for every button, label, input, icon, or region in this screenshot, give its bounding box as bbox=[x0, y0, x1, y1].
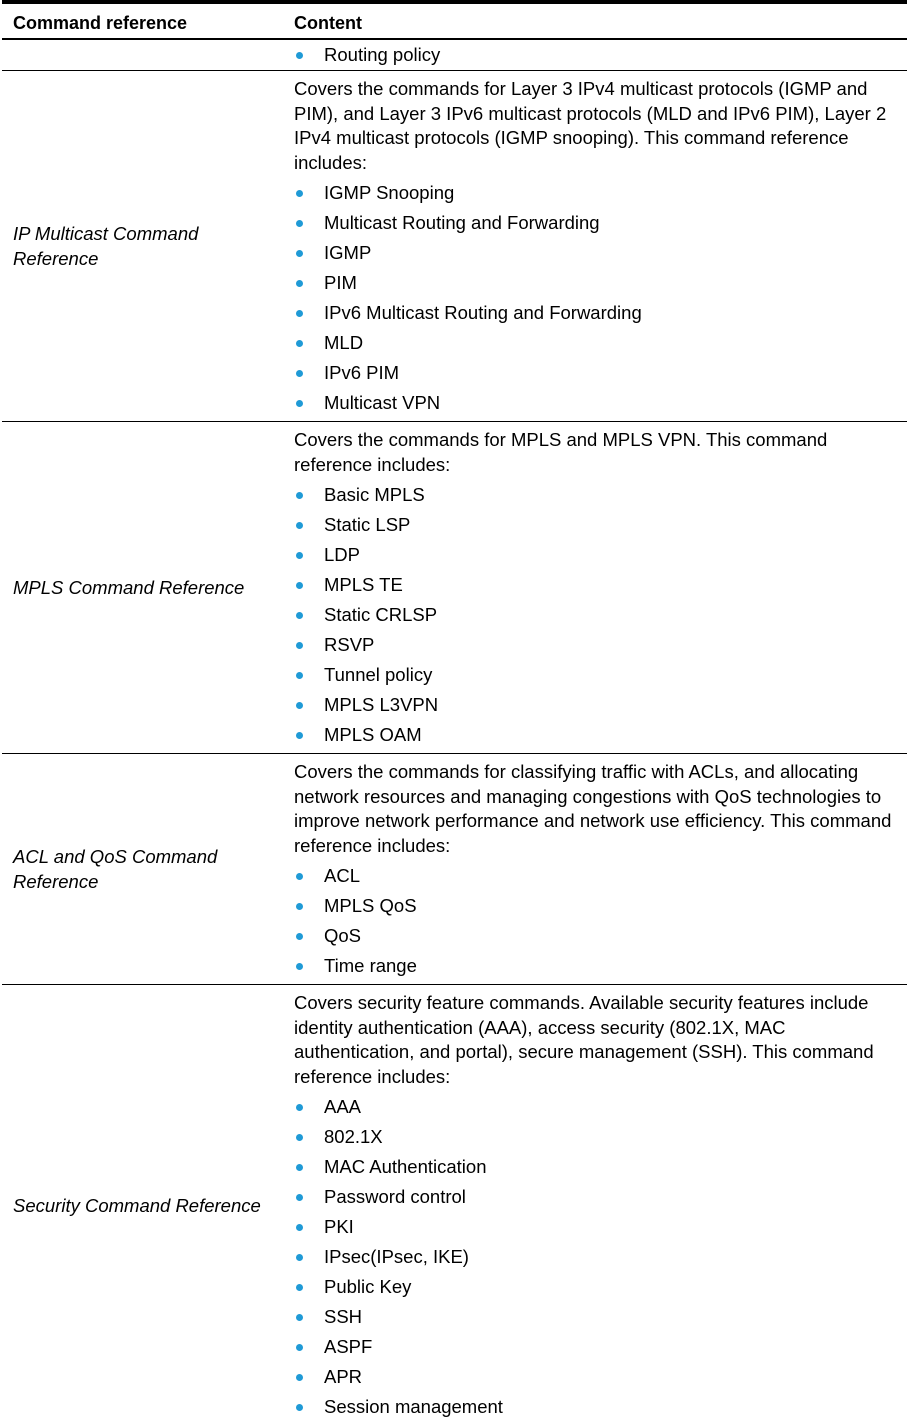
list-item: Multicast Routing and Forwarding bbox=[294, 208, 901, 238]
bullet-list bbox=[294, 480, 901, 750]
list-item: MPLS OAM bbox=[294, 720, 901, 750]
bullet-list bbox=[294, 178, 901, 418]
list-item: AAA bbox=[294, 1092, 901, 1122]
list-item: IGMP Snooping bbox=[294, 178, 901, 208]
list-item: PIM bbox=[294, 268, 901, 298]
command-reference-name: IP Multicast Command Reference bbox=[13, 223, 199, 269]
list-item: Multicast VPN bbox=[294, 388, 901, 418]
header-content: Content bbox=[294, 13, 362, 33]
table-row bbox=[2, 71, 907, 422]
content-cell bbox=[282, 71, 907, 421]
bullet-list bbox=[294, 40, 901, 70]
list-item: Routing policy bbox=[294, 40, 901, 70]
list-item: SSH bbox=[294, 1302, 901, 1332]
list-item: LDP bbox=[294, 540, 901, 570]
bullet-list bbox=[294, 861, 901, 981]
list-item: Static LSP bbox=[294, 510, 901, 540]
content-description: Covers the commands for Layer 3 IPv4 multicast protocols (IGMP and PIM), and Layer 3 IPv6 multicast protocols (MLD and IPv6 PIM), Layer 2 IPv4 multicast protocols (IGMP snooping). This command reference includes: bbox=[294, 78, 887, 173]
list-item: IPv6 Multicast Routing and Forwarding bbox=[294, 298, 901, 328]
table-row bbox=[2, 40, 907, 71]
bullet-list bbox=[294, 1092, 901, 1422]
list-item: APR bbox=[294, 1362, 901, 1392]
table-row bbox=[2, 422, 907, 754]
list-item: 802.1X bbox=[294, 1122, 901, 1152]
list-item: IPsec(IPsec, IKE) bbox=[294, 1242, 901, 1272]
command-reference-table bbox=[2, 0, 907, 1425]
command-reference-name: MPLS Command Reference bbox=[13, 577, 245, 598]
list-item: IGMP bbox=[294, 238, 901, 268]
content-cell bbox=[282, 985, 907, 1425]
content-description: Covers the commands for classifying traffic with ACLs, and allocating network resources and managing congestions with QoS technologies to improve network performance and network use efficiency. This command reference includes: bbox=[294, 761, 892, 856]
list-item: Session management bbox=[294, 1392, 901, 1422]
list-item: MPLS QoS bbox=[294, 891, 901, 921]
command-reference-name: Security Command Reference bbox=[13, 1194, 261, 1216]
list-item: Public Key bbox=[294, 1272, 901, 1302]
table-header bbox=[2, 4, 907, 40]
list-item: PKI bbox=[294, 1212, 901, 1242]
list-item: Static CRLSP bbox=[294, 600, 901, 630]
command-reference-name bbox=[2, 40, 282, 70]
table-row bbox=[2, 985, 907, 1425]
list-item: Basic MPLS bbox=[294, 480, 901, 510]
list-item: Time range bbox=[294, 951, 901, 981]
list-item: IPv6 PIM bbox=[294, 358, 901, 388]
content-cell bbox=[282, 40, 907, 70]
list-item: MAC Authentication bbox=[294, 1152, 901, 1182]
list-item: MLD bbox=[294, 328, 901, 358]
content-cell bbox=[282, 754, 907, 984]
content-description: Covers security feature commands. Available security features include identity authentication (AAA), access security (802.1X, MAC authentication, and portal), secure management (SSH). This command reference includes: bbox=[294, 992, 874, 1087]
list-item: ACL bbox=[294, 861, 901, 891]
list-item: MPLS L3VPN bbox=[294, 690, 901, 720]
header-command-reference: Command reference bbox=[13, 13, 188, 33]
list-item: Tunnel policy bbox=[294, 660, 901, 690]
list-item: QoS bbox=[294, 921, 901, 951]
list-item: Password control bbox=[294, 1182, 901, 1212]
content-description: Covers the commands for MPLS and MPLS VPN. This command reference includes: bbox=[294, 429, 828, 475]
command-reference-name: ACL and QoS Command Reference bbox=[13, 846, 218, 892]
table-row bbox=[2, 754, 907, 985]
list-item: RSVP bbox=[294, 630, 901, 660]
list-item: MPLS TE bbox=[294, 570, 901, 600]
table-body bbox=[2, 40, 907, 1425]
list-item: ASPF bbox=[294, 1332, 901, 1362]
content-cell bbox=[282, 422, 907, 753]
